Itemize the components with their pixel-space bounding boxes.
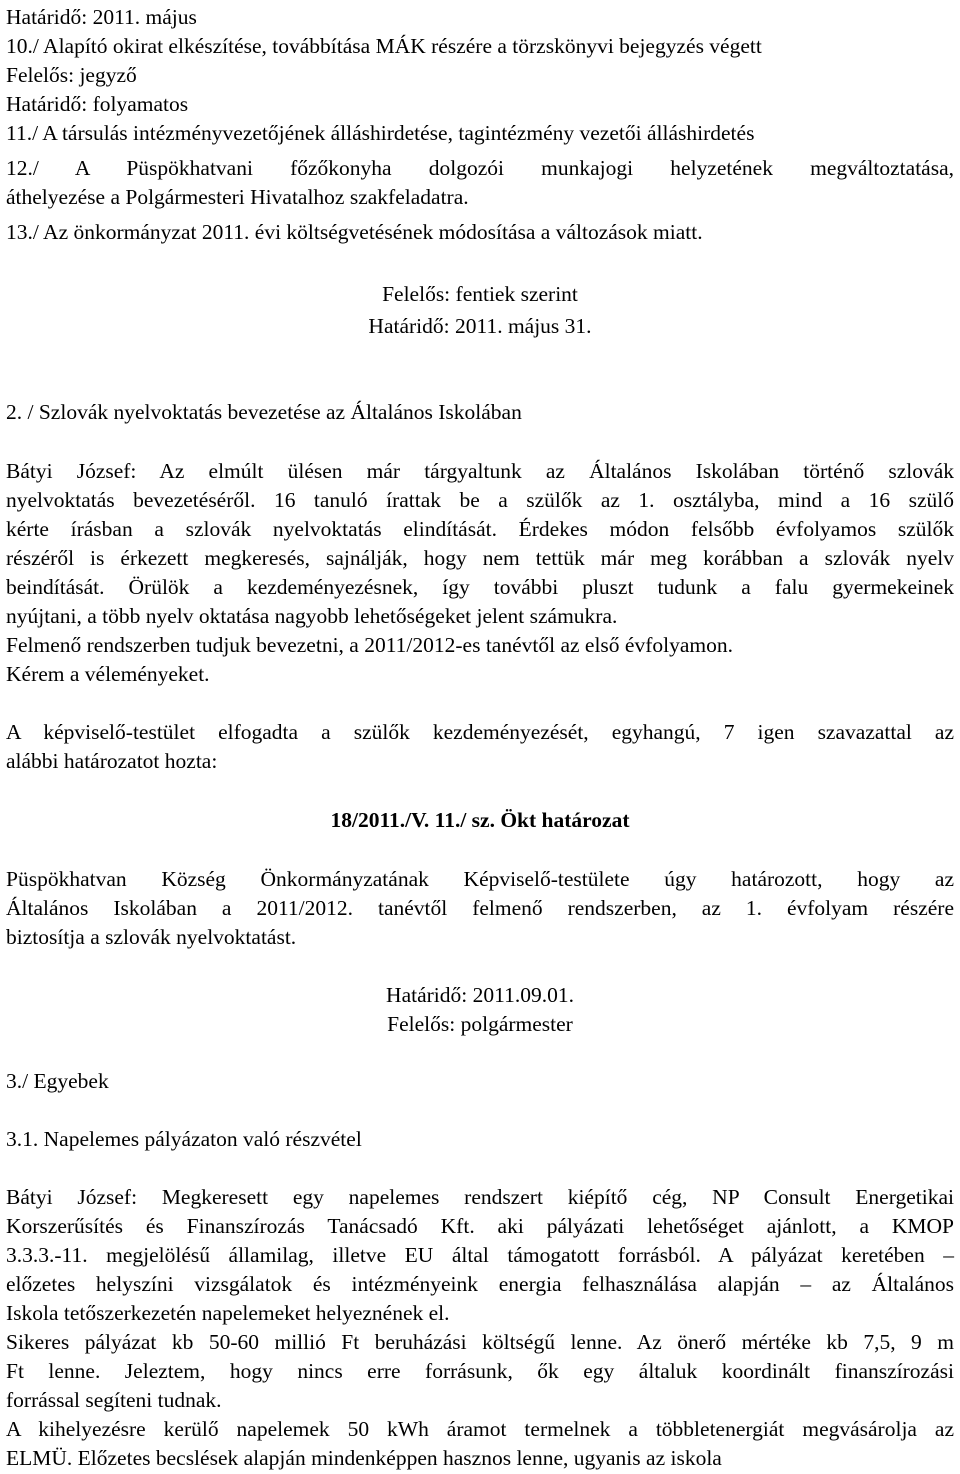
paragraph-line: ELMÜ. Előzetes becslések alapján mindenképpen hasznos lenne, ugyanis az iskola (6, 1446, 722, 1470)
responsible-line: Felelős: polgármester (387, 1012, 573, 1036)
paragraph-line: Bátyi József: Megkeresett egy napelemes rendszert kiépítő cég, NP Consult Energetikai (6, 1185, 954, 1209)
resolution-title: 18/2011./V. 11./ sz. Ökt határozat (330, 808, 630, 832)
paragraph-line: Püspökhatvan Község Önkormányzatának Képviselő-testülete úgy határozott, hogy az (6, 867, 954, 891)
paragraph-line: Iskola tetőszerkezetén napelemeket helyeznének el. (6, 1301, 450, 1325)
paragraph-line: részéről is érkezett megkeresés, sajnálják, hogy nem tettük már meg korábban a szlovák nyelv (6, 546, 954, 570)
deadline-line: Határidő: 2011. május (6, 5, 197, 29)
paragraph-line: forrással segíteni tudnak. (6, 1388, 222, 1412)
paragraph-line: Felmenő rendszerben tudjuk bevezetni, a 2011/2012-es tanévtől az első évfolyamon. (6, 633, 733, 657)
paragraph-line: Korszerűsítés és Finanszírozás Tanácsadó Kft. aki pályázati lehetőséget ajánlott, a KMOP (6, 1214, 954, 1238)
list-item-10: 10./ Alapító okirat elkészítése, továbbítása MÁK részére a törzskönyvi bejegyzés végett (6, 34, 762, 58)
paragraph-line: biztosítja a szlovák nyelvoktatást. (6, 925, 297, 949)
responsible-line: Felelős: fentiek szerint (382, 282, 578, 306)
section-heading: 3./ Egyebek (6, 1069, 109, 1093)
paragraph-line: előzetes helyszíni vizsgálatok és intézményeink energia felhasználása alapján – az Általános (6, 1272, 954, 1296)
paragraph-line: Kérem a véleményeket. (6, 662, 210, 686)
subsection-heading: 3.1. Napelemes pályázaton való részvétel (6, 1127, 362, 1151)
deadline-line: Határidő: 2011. május 31. (368, 314, 592, 338)
paragraph-line: Bátyi József: Az elmúlt ülésen már tárgyaltunk az Általános Iskolában történő szlovák (6, 459, 954, 483)
paragraph-line: A kihelyezésre kerülő napelemek 50 kWh áramot termelnek a többletenergiát megvásárolja az (6, 1417, 954, 1441)
paragraph-line: beindítását. Örülök a kezdeményezésnek, így további pluszt tudunk a falu gyermekeinek (6, 575, 954, 599)
paragraph-line: Sikeres pályázat kb 50-60 millió Ft beruházási költségű lenne. Az önerő mértéke kb 7,5, 9 m (6, 1330, 954, 1354)
list-item-12: 12./ A Püspökhatvani főzőkonyha dolgozói munkajogi helyzetének megváltoztatása, (6, 156, 954, 180)
paragraph-line: nyelvoktatás bevezetéséről. 16 tanuló írattak be a szülők az 1. osztályba, mind a 16 szülő (6, 488, 954, 512)
responsible-line: Felelős: jegyző (6, 63, 137, 87)
paragraph-line: A képviselő-testület elfogadta a szülők kezdeményezését, egyhangú, 7 igen szavazattal az (6, 720, 954, 744)
paragraph-line: 3.3.3.-11. megjelölésű államilag, illetve EU által támogatott forrásból. A pályázat keretében – (6, 1243, 954, 1267)
list-item-13: 13./ Az önkormányzat 2011. évi költségvetésének módosítása a változások miatt. (6, 220, 703, 244)
list-item-11: 11./ A társulás intézményvezetőjének álláshirdetése, tagintézmény vezetői álláshirdetés (6, 121, 755, 145)
section-heading: 2. / Szlovák nyelvoktatás bevezetése az Általános Iskolában (6, 400, 522, 424)
paragraph-line: Általános Iskolában a 2011/2012. tanévtől felmenő rendszerben, az 1. évfolyam részére (6, 896, 954, 920)
deadline-line: Határidő: 2011.09.01. (386, 983, 574, 1007)
list-item-12-cont: áthelyezése a Polgármesteri Hivatalhoz szakfeladatra. (6, 185, 469, 209)
paragraph-line: Ft lenne. Jeleztem, hogy nincs erre forrásunk, ők egy általuk koordinált finanszírozási (6, 1359, 954, 1383)
deadline-line: Határidő: folyamatos (6, 92, 189, 116)
paragraph-line: kérte írásban a szlovák nyelvoktatás elindítását. Érdekes módon felsőbb évfolyamos szülők (6, 517, 954, 541)
paragraph-line: alábbi határozatot hozta: (6, 749, 218, 773)
paragraph-line: nyújtani, a több nyelv oktatása nagyobb lehetőségeket jelent számukra. (6, 604, 618, 628)
